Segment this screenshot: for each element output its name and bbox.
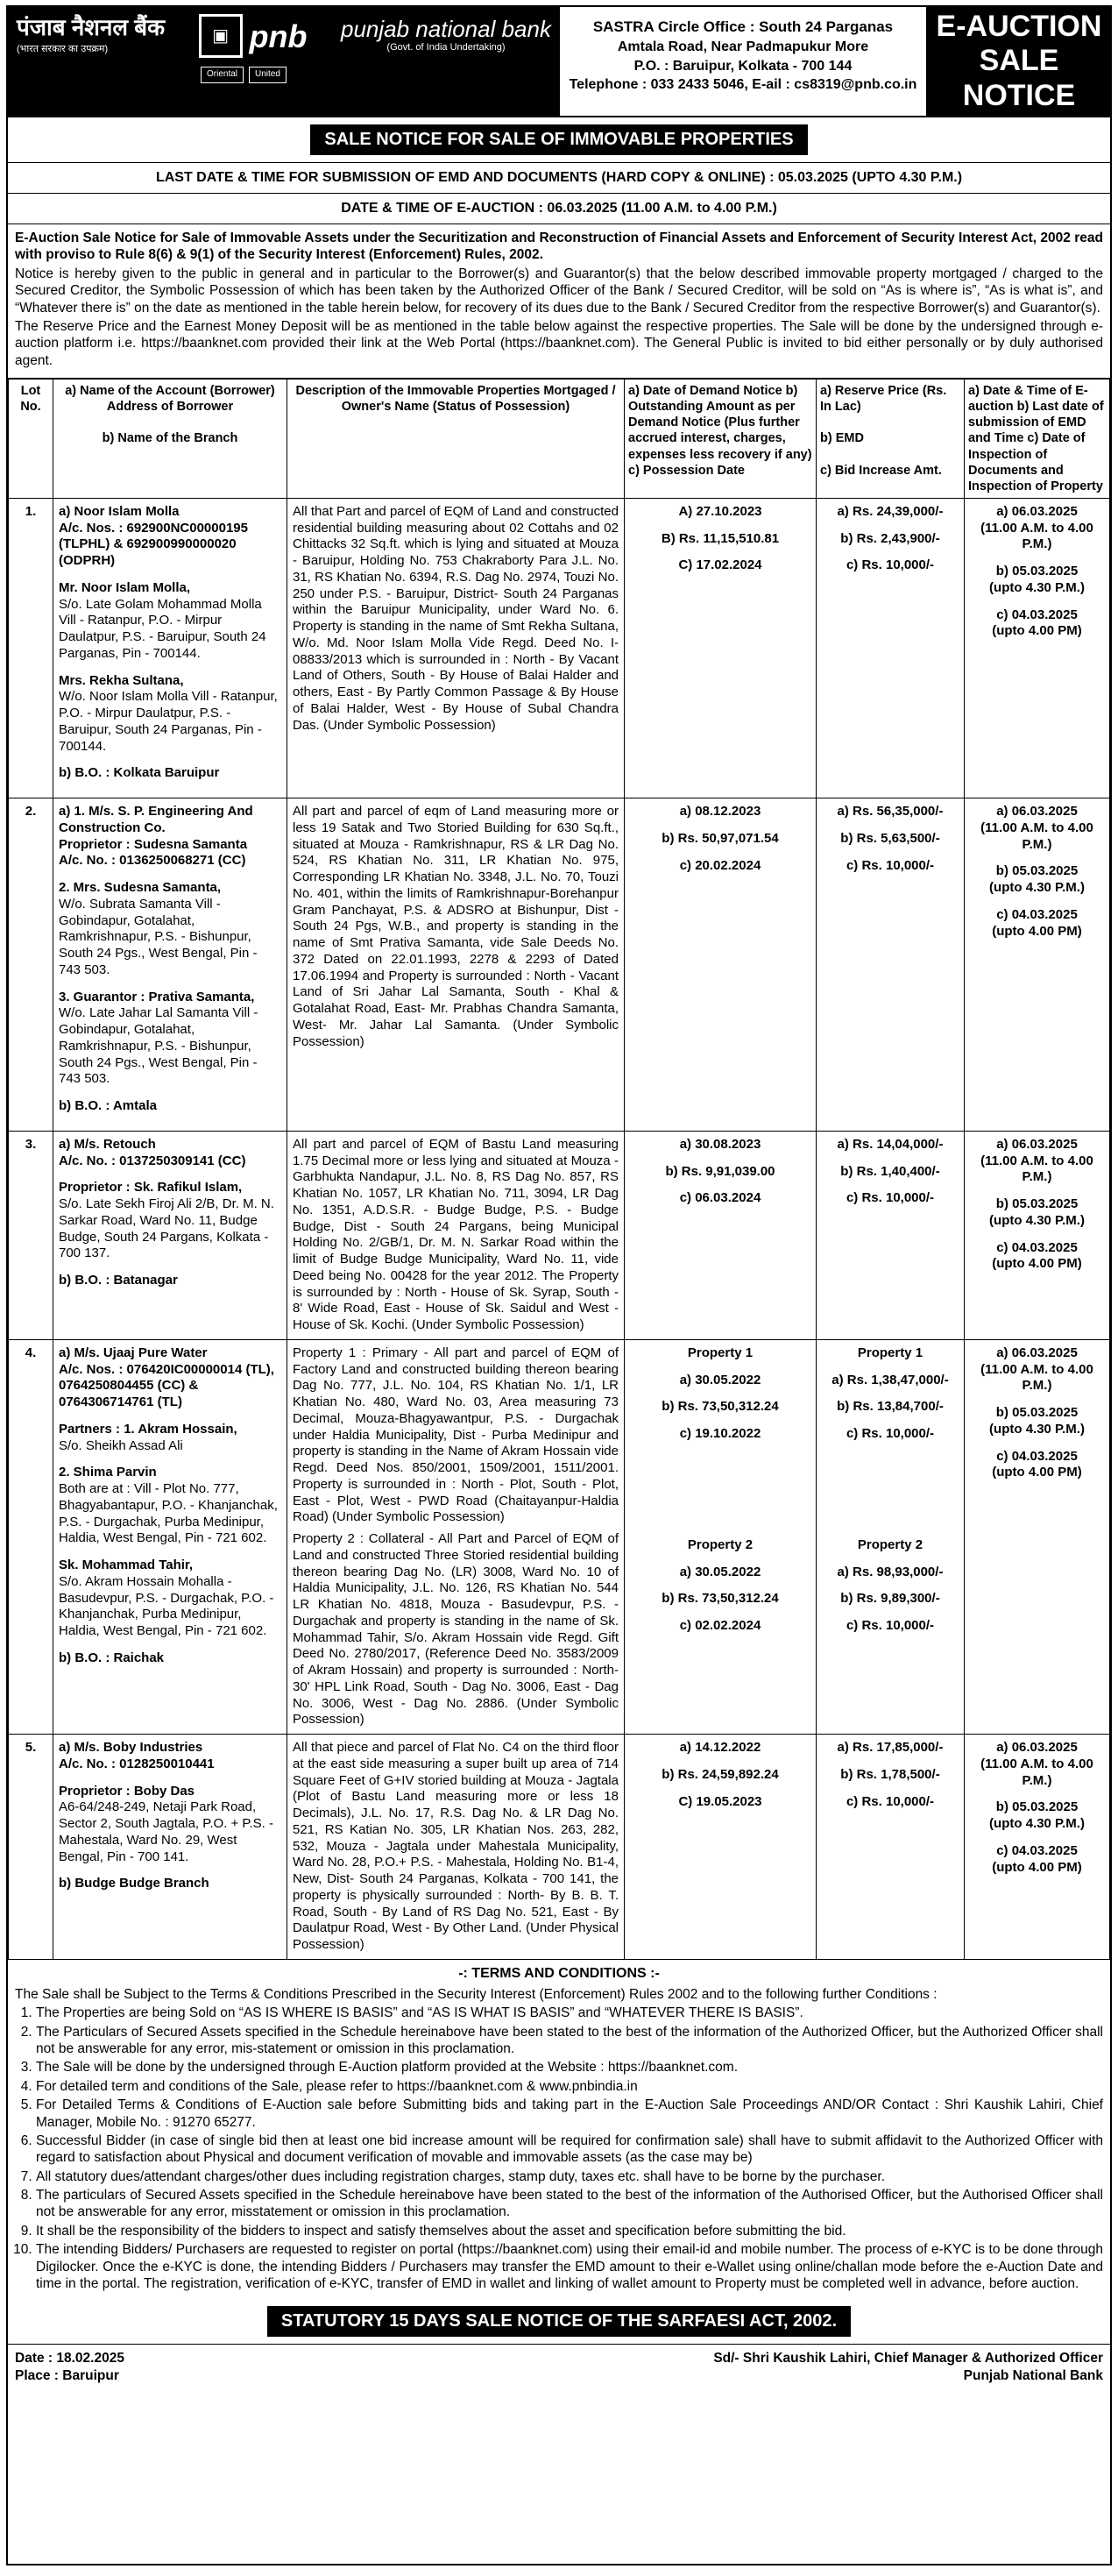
price-line-value: c) Rs. 10,000/- (846, 1426, 935, 1442)
lot-number: 2. (9, 798, 53, 1132)
price-line-value: a) Rs. 24,39,000/- (837, 503, 944, 519)
date-line-value: b) Rs. 73,50,312.24 (662, 1399, 779, 1415)
emd-deadline: LAST DATE & TIME FOR SUBMISSION OF EMD AND DOCUMENTS (HARD COPY & ONLINE) : 05.03.2025 (UPTO 4.30 P.M.) (8, 163, 1110, 194)
branch-name: b) B.O. : Raichak (59, 1650, 165, 1665)
party-address: S/o. Late Golam Mohammad Molla Vill - Ratanpur, P.O. - Mirpur Daulatpur, P.S. - Baruipur, South 24 Parganas, Pin - 700144. (59, 596, 266, 661)
price-line-value: b) Rs. 2,43,900/- (840, 530, 940, 546)
lot-number: 3. (9, 1131, 53, 1339)
party-address: S/o. Akram Hossain Mohalla - Basudevpur, P.S. - Durgachak, P.O. - Khanjanchak, Purba Medinipur, Haldia, West Bengal, Pin - 721 602. (59, 1573, 274, 1639)
demand-dates (625, 1131, 817, 1339)
branch-name: b) B.O. : Amtala (59, 1098, 157, 1114)
pnb-logo-icon: ▣ (199, 14, 243, 58)
auction-time-value: (upto 4.30 P.M.) (989, 880, 1085, 896)
party-name: Proprietor : Boby Das (59, 1783, 195, 1799)
bank-english-name: punjab national bank (341, 16, 551, 43)
office-line: Telephone : 033 2433 5046, E-ail : cs8319@pnb.co.in (569, 77, 917, 93)
auction-date-value: b) 05.03.2025 (995, 1405, 1079, 1421)
auction-schedule (965, 498, 1110, 798)
price-line-value: b) Rs. 9,89,300/- (840, 1591, 940, 1607)
terms-list (15, 2005, 1103, 2292)
auction-time-value: (upto 4.00 PM) (992, 1256, 1082, 1272)
date-line-value: B) Rs. 11,15,510.81 (661, 530, 780, 546)
party (59, 673, 281, 756)
auction-schedule (965, 1735, 1110, 1960)
party (59, 580, 281, 663)
auction-time-value: (upto 4.30 P.M.) (989, 1816, 1085, 1832)
auction-entry (970, 1740, 1104, 1789)
table-row (9, 1735, 1110, 1960)
price-line-value: a) Rs. 14,04,000/- (837, 1136, 944, 1152)
description-text: All that piece and parcel of Flat No. C4 on the third floor at the east side measuring a super built up area of 714 Square Feet of G+IV storied building at Mouza - Jagtala (Plot of Bastu Land measuring more or less 18 Decimals), J.L. No. 17, R.S. Dag No. & LR Dag No. 521, RS Katian No. 305, LR Khatian Nos. 263, 282, 532, Mouza - Jagtala under Mahestala Municipality, Ward No. 28, P.O.+ P.S. - Mahestala, Holding No. B1-4, New, Dist- South 24 Parganas, Kolkata - 700 141, the property is physically surrounded : North- By B. B. T. Road, South - By Land of RS Dag No. 521, East - By Daulatpur Road, West - By Other Land. (Under Physical Possession) (293, 1740, 619, 1953)
auction-date-value: a) 06.03.2025 (996, 503, 1078, 519)
party (59, 1422, 281, 1455)
reserve-price (817, 1131, 965, 1339)
auction-entry (970, 504, 1104, 553)
auction-time-value: (11.00 A.M. to 4.00 P.M.) (980, 520, 1093, 552)
bank-brand (8, 7, 560, 116)
term-item: 5. For Detailed Terms & Conditions of E-Auction sale before Submitting bids and taking part in the E-Auction Sale Proceedings AND/OR Contact : Shri Kaushik Lahiri, Chief Manager, Mobile No. : 91270 65277. (36, 2097, 1103, 2131)
auction-time-value: (upto 4.00 PM) (992, 923, 1082, 939)
oriental-logo: Oriental (201, 67, 244, 83)
properties-table (8, 379, 1110, 1960)
office-line: SASTRA Circle Office : South 24 Parganas (592, 18, 894, 35)
term-item: 10. The intending Bidders/ Purchasers are requested to register on portal (https://baanknet.com) using their email-id and mobile number. The process of e-KYC is to be done through Digilocker. Once the e-KYC is done, the intending Bidders / Purchasers may transfer the EMD amount to their e-Wallet using online/challan mode before the e-Auction Date and time in the portal. The registration, verification of e-KYC, transfer of EMD in wallet and linking of wallet amount to Property must be completed well in advance, before auction. (36, 2241, 1103, 2292)
pnb-logo-word: pnb (249, 18, 308, 54)
demand-dates (625, 798, 817, 1132)
date-line-value: b) Rs. 9,91,039.00 (665, 1163, 775, 1179)
auction-date-value: c) 04.03.2025 (996, 1842, 1078, 1858)
auction-date-value: a) 06.03.2025 (996, 1740, 1078, 1756)
price-line-value: c) Rs. 10,000/- (846, 1618, 935, 1634)
auction-entry (970, 907, 1104, 940)
party-name: Partners : 1. Akram Hossain, (59, 1421, 237, 1437)
auction-date-value: b) 05.03.2025 (995, 564, 1079, 579)
date-line-value: C) 19.05.2023 (678, 1793, 762, 1809)
date-line-value: b) Rs. 50,97,071.54 (662, 830, 779, 846)
party-name: Mr. Noor Islam Molla, (59, 579, 191, 595)
term-item: 2. The Particulars of Secured Assets specified in the Schedule hereinabove have been stated to the best of the information of the Authorized Officer, but the Authorized Officer shall not be answerable for any error, mis-statement or omission in this proclamation. (36, 2024, 1103, 2058)
party-name: Proprietor : Sk. Rafikul Islam, (59, 1180, 243, 1196)
property-label: Property 2 (857, 1536, 923, 1552)
auction-schedule (965, 798, 1110, 1132)
price-line-value: b) Rs. 1,40,400/- (840, 1163, 940, 1179)
party-name: 3. Guarantor : Prativa Samanta, (59, 989, 255, 1004)
date-line-value: b) Rs. 73,50,312.24 (662, 1591, 779, 1607)
description-text: All part and parcel of eqm of Land measuring more or less 19 Satak and Two Storied Building for 630 Sq.ft., situated at Mouza - Ramkrishnapur, RS & LR Dag No. 524, RS Khatian No. 311, LR Khatian No. 975, Corresponding LR Khatian No. 3348, J.L. No. 70, Touzi No. 401, within the limits of Ramkrishnapur-Borehanpur Gram Panchayat, P.S. & ADSRO at Bishunpur, Dist - South 24 Pgs, W.B., and property is standing in the name of Smt Prativa Samanta, vide Sale Deeds No. 372 Dated on 22.01.1993, 2278 & 2293 of Dated 17.06.1994 and Property is surrounded : North - Vacant Land of Sri Jahar Lal Samanta, South - Khal & Gotalahat Road, East- Mr. Prabhas Chandra Samanta, West- Mr. Jahar Lal Samanta. (Under Symbolic Possession) (293, 804, 619, 1049)
party-address: W/o. Noor Islam Molla Vill - Ratanpur, P.O. - Mirpur Daulatpur, P.S. - Baruipur, South 24 Parganas, Pin - 700144. (59, 689, 278, 754)
price-line-value: b) Rs. 1,78,500/- (840, 1766, 940, 1782)
circle-office-address (560, 7, 928, 116)
sale-notice-page (6, 5, 1112, 2565)
term-item: 1. The Properties are being Sold on “AS IS WHERE IS BASIS” and “AS IS WHAT IS BASIS” and “WHATEVER THERE IS BASIS”. (36, 2005, 1103, 2021)
description-text: Property 2 : Collateral - All Part and Parcel of EQM of Land and constructed Three Storied residential building thereon bearing Dag No. (LR) 3008, Ward No. 10 of Haldia Municipality, J.L. No. 126, RS Khatian No. 544 LR Khatian No. 4818, Mouza - Basudevpur, P.S. - Durgachak and property is standing in the name of Sk. Mohammad Tahir, S/o. Akram Hossain vide Regd. Gift Deed No. 2780/2017, (Reference Deed No. 3583/2009 of Akram Hossain) and property is surrounded : North- 30' HPL Link Road, South - Dag No. 3006, East - Dag No. 3006, West - Dag No. 2886. (Under Symbolic Possession) (293, 1531, 619, 1728)
property-label: Property 1 (857, 1345, 923, 1360)
party-address: W/o. Late Jahar Lal Samanta Vill - Gobindapur, Gotalahat, Ramkrishnapur, P.S. - Bishunpur, South 24 Pgs., West Bengal, Pin - 743 503. (59, 1005, 258, 1087)
party-address: Both are at : Vill - Plot No. 777, Bhagyabantapur, P.O. - Khanjanchak, P.S. - Durgachak, Purba Medinipur, Haldia, West Bengal, Pin - 721 602. (59, 1481, 278, 1546)
e-auction-notice-title (928, 7, 1110, 116)
price-line-value: c) Rs. 10,000/- (846, 857, 935, 873)
signatory: Sd/- Shri Kaushik Lahiri, Chief Manager & Authorized Officer (713, 2351, 1103, 2367)
account-cell (53, 1735, 287, 1960)
date-line-value: a) 30.05.2022 (679, 1564, 761, 1579)
term-item: 7. All statutory dues/attendant charges/other dues including registration charges, stamp duty, taxes etc. shall have to be borne by the purchaser. (36, 2168, 1103, 2185)
bank-hindi-name: पंजाब नैशनल बैंक (17, 14, 166, 41)
spacer (822, 1453, 959, 1537)
reserve-price (817, 1339, 965, 1734)
intro-paragraph: Notice is hereby given to the public in general and in particular to the Borrower(s) and Guarantor(s) that the below described immovable property mortgaged / charged to the Secured Creditor, the Symbolic Possession of which has been taken by the Authorized Officer of the Bank / Secured Creditor, will be sold on “As is where is”, “As is what is”, and “Whatever there is” on the date as mentioned in the table herein below, for recovery of its dues due to the Bank / Secured Creditor from the respective Borrower(s) and Guarantor(s). (15, 266, 1103, 316)
auction-entry (970, 1196, 1104, 1230)
party (59, 1180, 281, 1262)
party (59, 990, 281, 1089)
reserve-price (817, 1735, 965, 1960)
auction-date-value: b) 05.03.2025 (995, 863, 1079, 879)
term-item: 8. The particulars of Secured Assets specified in the Schedule hereinabove have been stated to the best of the information of the Authorised Officer, but the Authorised Officer shall not be answerable for any error, misstatement or omission in this proclamation. (36, 2187, 1103, 2221)
branch-name: b) B.O. : Batanagar (59, 1273, 178, 1288)
auction-entry (970, 863, 1104, 897)
table-row (9, 498, 1110, 798)
price-line-value: c) Rs. 10,000/- (846, 1190, 935, 1206)
property-description (287, 1339, 625, 1734)
property-description (287, 798, 625, 1132)
auction-time-value: (upto 4.30 P.M.) (989, 1212, 1085, 1228)
col-dates: a) Date of Demand Notice b) Outstanding Amount as per Demand Notice (Plus further accrued interest, charges, expenses less recovery if any) c) Possession Date (625, 380, 817, 499)
table-row (9, 798, 1110, 1132)
price-line-value: b) Rs. 5,63,500/- (840, 830, 940, 846)
account-name: a) M/s. Boby Industries A/c. No. : 0128250010441 (59, 1740, 215, 1771)
party-name: Mrs. Rekha Sultana, (59, 672, 184, 688)
account-cell (53, 798, 287, 1132)
pnb-logo (199, 14, 308, 58)
date-line-value: c) 19.10.2022 (679, 1426, 761, 1442)
intro-text (8, 224, 1110, 379)
auction-entry (970, 1240, 1104, 1274)
lot-number: 4. (9, 1339, 53, 1734)
auction-date-value: a) 06.03.2025 (996, 1136, 1078, 1152)
auction-entry (970, 804, 1104, 853)
reserve-price (817, 498, 965, 798)
description-text: All part and parcel of EQM of Bastu Land measuring 1.75 Decimal more or less lying and situated at Mouza - Garbhukta Nandapur, J.L. No. 8, RS Dag No. 857, RS Khatian No. 1057, LR Khatian No. 711, 3094, LR Dag No. 1351, A.D.S.R. - Budge Budge, P.S. - Budge Budge, Dist - South 24 Pargans, being Municipal Holding No. 2/GB/1, Dr. M. N. Sarkar Road within the limit of Budge Budge Municipality, Ward No. 11, vide Deed being No. 00428 for the year 2012. The Property is surrounded by : North - House of Sk. Syrap, South - 8' Wide Road, East - House of Sk. Saidul and West - House of Sk. Kochi. (Under Symbolic Possession) (293, 1136, 619, 1333)
price-line-value: a) Rs. 17,85,000/- (837, 1740, 944, 1756)
auction-entry (970, 1843, 1104, 1877)
auction-entry (970, 607, 1104, 641)
auction-date-value: c) 04.03.2025 (996, 1239, 1078, 1255)
office-line: P.O. : Baruipur, Kolkata - 700 144 (633, 58, 853, 74)
account-name: a) Noor Islam Molla A/c. Nos. : 692900NC00000195 (TLPHL) & 692900990000020 (ODPRH) (59, 503, 248, 569)
auction-time-value: (11.00 A.M. to 4.00 P.M.) (980, 1153, 1093, 1185)
date-line-value: a) 14.12.2022 (679, 1740, 761, 1756)
lot-number: 1. (9, 498, 53, 798)
account-name: a) 1. M/s. S. P. Engineering And Construction Co. Proprietor : Sudesna Samanta A/c. No. : 0136250068271 (CC) (59, 804, 253, 869)
price-line-value: a) Rs. 98,93,000/- (837, 1564, 944, 1579)
date-line-value: A) 27.10.2023 (678, 503, 762, 519)
party-address: S/o. Sheikh Assad Ali (59, 1437, 183, 1453)
account-cell (53, 1339, 287, 1734)
intro-paragraph: E-Auction Sale Notice for Sale of Immovable Assets under the Securitization and Reconstruction of Financial Assets and Enforcement of Security Interest Act, 2002 read with proviso to Rule 8(6) & 9(1) of the Security Interest (Enforcement) Rules, 2002. (15, 231, 1103, 263)
auction-time-value: (upto 4.00 PM) (992, 1859, 1082, 1875)
account-cell (53, 1131, 287, 1339)
notice-title-line-1: E-AUCTION (936, 10, 1102, 44)
price-line-value: c) Rs. 10,000/- (846, 1793, 935, 1809)
property-label: Property 2 (687, 1536, 754, 1552)
property-description (287, 498, 625, 798)
terms-title: -: TERMS AND CONDITIONS :- (458, 1965, 660, 1981)
bank-english-tagline: (Govt. of India Undertaking) (386, 42, 506, 53)
account-name: a) M/s. Ujaaj Pure Water A/c. Nos. : 076420IC00000014 (TL), 0764250804455 (CC) & 0764306714761 (TL) (59, 1345, 274, 1410)
term-item: 4. For detailed term and conditions of the Sale, please refer to https://baanknet.com & www.pnbindia.in (36, 2078, 1103, 2095)
merged-bank-logos (201, 67, 551, 83)
bank-signoff: Punjab National Bank (963, 2367, 1103, 2383)
table-header-row (9, 380, 1110, 499)
price-line-value: c) Rs. 10,000/- (846, 557, 935, 573)
sale-title: SALE NOTICE FOR SALE OF IMMOVABLE PROPERTIES (310, 124, 807, 155)
auction-time-value: (11.00 A.M. to 4.00 P.M.) (980, 820, 1093, 852)
intro-paragraph: The Reserve Price and the Earnest Money Deposit will be as mentioned in the table below against the respective properties. The Sale will be done by the undersigned through e-auction platform i.e. https://baanknet.com provided their link at the Web Portal (https://baanknet.com). The General Public is invited to bid either personally or by duly authorised agent. (15, 318, 1103, 368)
demand-dates (625, 1735, 817, 1960)
terms-intro: The Sale shall be Subject to the Terms & Conditions Prescribed in the Security Interest (Enforcement) Rules 2002 and to the following further Conditions : (15, 1986, 938, 2002)
auction-entry (970, 1345, 1104, 1394)
auction-entry (970, 1405, 1104, 1438)
auction-time-value: (11.00 A.M. to 4.00 P.M.) (980, 1361, 1093, 1394)
term-item: 6. Successful Bidder (in case of single bid then at least one bid increase amount will be required for confirmation sale) shall have to submit affidavit to the Authorized Officer with regard to satisfaction about Physical and document verification of movable and immovable assets (as the case may be) (36, 2132, 1103, 2167)
auction-date-value: b) 05.03.2025 (995, 1196, 1079, 1212)
notice-title-line-2: SALE NOTICE (962, 44, 1076, 112)
auction-schedule (965, 1131, 1110, 1339)
party (59, 880, 281, 979)
header (8, 7, 1110, 117)
branch-name: b) Budge Budge Branch (59, 1876, 209, 1891)
property-description (287, 1735, 625, 1960)
date-line-value: a) 08.12.2023 (679, 804, 761, 820)
date-line-value: a) 30.05.2022 (679, 1372, 761, 1387)
party (59, 1558, 281, 1640)
col-auction: a) Date & Time of E-auction b) Last date of submission of EMD and Time c) Date of Inspection of Documents and Inspection of Property (965, 380, 1110, 499)
demand-dates (625, 498, 817, 798)
party-address: S/o. Late Sekh Firoj Ali 2/B, Dr. M. N. Sarkar Road, Ward No. 11, Budge Budge, South 24 Pargans, Kolkata - 700 137. (59, 1196, 274, 1261)
terms-section (8, 1960, 1110, 2299)
term-item: 3. The Sale will be done by the undersigned through E-Auction platform provided at the Website : https://baanknet.com. (36, 2059, 1103, 2076)
auction-time-value: (upto 4.30 P.M.) (989, 1421, 1085, 1437)
party-address: W/o. Subrata Samanta Vill - Gobindapur, Gotalahat, Ramkrishnapur, P.S. - Bishunpur, South 24 Pgs., West Bengal, Pin - 743 503. (59, 896, 258, 977)
auction-time-value: (11.00 A.M. to 4.00 P.M.) (980, 1756, 1093, 1788)
auction-date-value: a) 06.03.2025 (996, 804, 1078, 820)
date-line-value: a) 30.08.2023 (679, 1136, 761, 1152)
auction-time-value: (upto 4.00 PM) (992, 1465, 1082, 1480)
united-logo: United (249, 67, 287, 83)
auction-entry (970, 1449, 1104, 1482)
description-text: All that Part and parcel of EQM of Land and constructed residential building measuring about 02 Cottahs and 02 Chittacks 32 Sq.ft. which is lying and situated at Mouza - Baruipur, Holding No. 753 Chakraborty Para J.L. No. 31, RS Khatian No. 6394, R.S. Dag No. 2974, Touzi No. 250 under P.S. - Baruipur, District- South 24 Parganas within the Baruipur Municipality, under Ward No. 6. Property is standing in the name of Smt Rekha Sultana, W/o. Md. Noor Islam Molla Vide Regd. Deed No. I-08833/2013 which is surrounded in : North - By Vacant Land of Others, South - By House of Balai Halder and others, East - By Partly Common Passage & By House of Balai Halder, West - By House of Subal Chandra Das. (Under Symbolic Possession) (293, 503, 619, 733)
auction-entry (970, 564, 1104, 597)
auction-date-value: c) 04.03.2025 (996, 1448, 1078, 1464)
sale-title-section (8, 117, 1110, 163)
statutory-notice: STATUTORY 15 DAYS SALE NOTICE OF THE SARFAESI ACT, 2002. (267, 2306, 851, 2337)
spacer (630, 1453, 810, 1537)
price-line-value: a) Rs. 56,35,000/- (837, 804, 944, 820)
auction-time-value: (upto 4.30 P.M.) (989, 579, 1085, 595)
office-line: Amtala Road, Near Padmapukur More (617, 39, 869, 54)
term-item: 9. It shall be the responsibility of the bidders to inspect and satisfy themselves about the asset and specification before submitting the bid. (36, 2223, 1103, 2239)
account-name: a) M/s. Retouch A/c. No. : 0137250309141 (CC) (59, 1136, 246, 1168)
price-line-value: b) Rs. 13,84,700/- (837, 1399, 944, 1415)
date-line-value: c) 20.02.2024 (679, 857, 761, 873)
party (59, 1465, 281, 1547)
auction-date-value: a) 06.03.2025 (996, 1345, 1078, 1360)
demand-dates (625, 1339, 817, 1734)
bank-hindi-tagline: (भारत सरकार का उपक्रम) (17, 44, 109, 54)
auction-entry (970, 1137, 1104, 1186)
auction-date-value: c) 04.03.2025 (996, 607, 1078, 622)
notice-place: Place : Baruipur (15, 2367, 119, 2383)
col-lot: Lot No. (9, 380, 53, 499)
party-address: A6-64/248-249, Netaji Park Road, Sector 2, South Jagtala, P.O. + P.S. - Mahestala, Ward No. 29, West Bengal, Pin - 700 141. (59, 1799, 274, 1864)
table-row (9, 1339, 1110, 1734)
statutory-section (8, 2299, 1110, 2344)
property-label: Property 1 (687, 1345, 754, 1360)
party-name: 2. Mrs. Sudesna Samanta, (59, 880, 222, 896)
property-description (287, 1131, 625, 1339)
party (59, 1784, 281, 1866)
reserve-price (817, 798, 965, 1132)
account-cell (53, 498, 287, 798)
auction-date: DATE & TIME OF E-AUCTION : 06.03.2025 (11.00 A.M. to 4.00 P.M.) (8, 194, 1110, 224)
notice-date: Date : 18.02.2025 (15, 2351, 124, 2367)
party-name: Sk. Mohammad Tahir, (59, 1558, 194, 1573)
col-price: a) Reserve Price (Rs. In Lac) b) EMD c) Bid Increase Amt. (817, 380, 965, 499)
lot-number: 5. (9, 1735, 53, 1960)
price-line-value: a) Rs. 1,38,47,000/- (831, 1372, 949, 1387)
table-row (9, 1131, 1110, 1339)
branch-name: b) B.O. : Kolkata Baruipur (59, 765, 220, 781)
date-line-value: b) Rs. 24,59,892.24 (662, 1766, 779, 1782)
date-line-value: C) 17.02.2024 (678, 557, 762, 573)
auction-entry (970, 1799, 1104, 1833)
date-line-value: c) 06.03.2024 (679, 1190, 761, 1206)
party-name: 2. Shima Parvin (59, 1465, 157, 1480)
auction-schedule (965, 1339, 1110, 1734)
date-line-value: c) 02.02.2024 (679, 1618, 761, 1634)
auction-date-value: c) 04.03.2025 (996, 906, 1078, 922)
col-account: a) Name of the Account (Borrower) Address of Borrower b) Name of the Branch (53, 380, 287, 499)
footer (8, 2344, 1110, 2389)
auction-time-value: (upto 4.00 PM) (992, 623, 1082, 639)
auction-date-value: b) 05.03.2025 (995, 1799, 1079, 1815)
description-text: Property 1 : Primary - All part and parcel of EQM of Factory Land and constructed building thereon bearing Dag No. 777, J.L. No. 104, RS Khatian No. 1/1, LR Khatian No. 480, Ward No. 03, Area measuring 73 Decimal, Mouza-Bhagyawantpur, P.S. - Durgachak under Haldia Municipality, Dist - Purba Medinipur and property is standing in the Name of Akram Hossain vide Regd. Deed Nos. 850/2001, 1509/2001, 1511/2001. Property is surrounded in : North - Plot, South - Plot, East - Plot, West - PWD Road (Chaitayanpur-Haldia Road) (Under Symbolic Possession) (293, 1345, 619, 1525)
col-description: Description of the Immovable Properties Mortgaged / Owner's Name (Status of Possession) (287, 380, 625, 499)
